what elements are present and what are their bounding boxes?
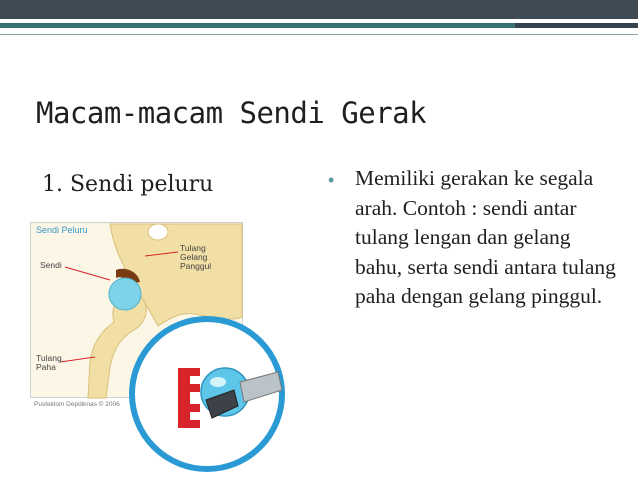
label-sendi: Sendi [40, 260, 62, 270]
femur-head [109, 278, 141, 310]
header-bar [0, 0, 638, 19]
label-gelang-line3: Panggul [180, 261, 212, 271]
figure-credit: Pusteklom Depdiknas © 2006 [34, 401, 120, 408]
ball-socket-joint-figure [30, 222, 300, 477]
label-paha-line1: Tulang [36, 353, 62, 363]
joint-illustration [30, 222, 300, 477]
bullet-text: Memiliki gerakan ke segala arah. Contoh : sendi antar tulang lengan dan gelang bahu, serta sendi antara tulang paha dengan gelang pinggul. [355, 166, 616, 308]
label-gelang-line2: Gelang [180, 252, 208, 262]
header-divider [0, 34, 638, 35]
slide-subtitle: 1. Sendi peluru [42, 172, 214, 197]
figure-heading: Sendi Peluru [36, 225, 88, 235]
header-stripe-accent [515, 23, 638, 28]
label-gelang-line1: Tulang [180, 243, 206, 253]
pelvis-opening [148, 224, 168, 240]
inset-ball-highlight [210, 377, 226, 387]
header-stripe [0, 23, 515, 28]
bullet-dot-icon: • [328, 170, 335, 190]
label-paha-line2: Paha [36, 362, 56, 372]
slide-title: Macam-macam Sendi Gerak [36, 96, 427, 130]
